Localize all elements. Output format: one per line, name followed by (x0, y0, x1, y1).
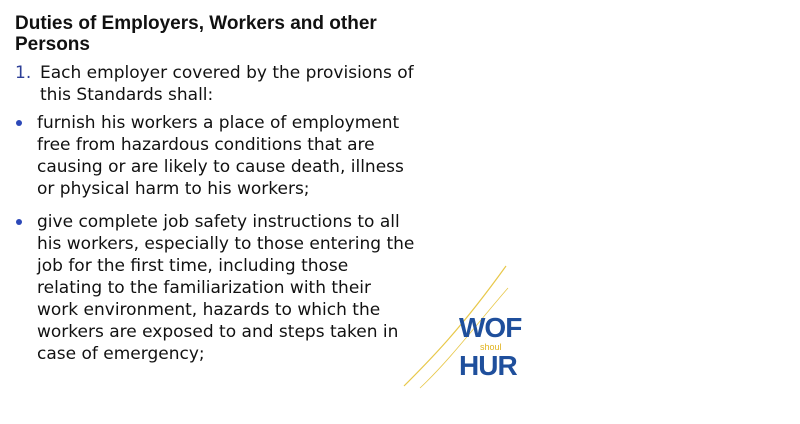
bullet-item-furnish (15, 112, 465, 200)
bullet-dot-icon (16, 219, 22, 225)
numbered-line-2: this Standards shall: (40, 85, 214, 105)
slide-title (15, 13, 475, 55)
bullet-line: relating to the familiarization with their (37, 278, 371, 298)
bullet-line: give complete job safety instructions to all (37, 212, 400, 232)
bullet-line: free from hazardous conditions that are (37, 135, 375, 155)
bullet-line: causing or are likely to cause death, illness (37, 157, 404, 177)
bullet-line: work environment, hazards to which the (37, 300, 381, 320)
item-number: 1. (15, 63, 32, 83)
title-line-1: Duties of Employers, Workers and other (15, 13, 377, 34)
numbered-line-1: Each employer covered by the provisions of (40, 63, 414, 83)
numbered-item-1 (15, 62, 465, 106)
bullet-item-instructions (15, 211, 465, 365)
bullet-line: job for the first time, including those (37, 256, 349, 276)
logo-top-text: WOF (459, 312, 522, 343)
logo (400, 260, 522, 390)
bullet-dot-icon (16, 120, 22, 126)
title-line-2: Persons (15, 34, 90, 55)
logo-bottom-text: HUR (459, 350, 517, 381)
bullet-line: workers are exposed to and steps taken in (37, 322, 399, 342)
bullet-line: case of emergency; (37, 344, 205, 364)
logo-middle-text: shoul (480, 342, 502, 352)
bullet-line: his workers, especially to those entering the (37, 234, 415, 254)
bullet-line: furnish his workers a place of employment (37, 113, 400, 133)
bullet-line: or physical harm to his workers; (37, 179, 310, 199)
bullet-list (15, 112, 465, 376)
